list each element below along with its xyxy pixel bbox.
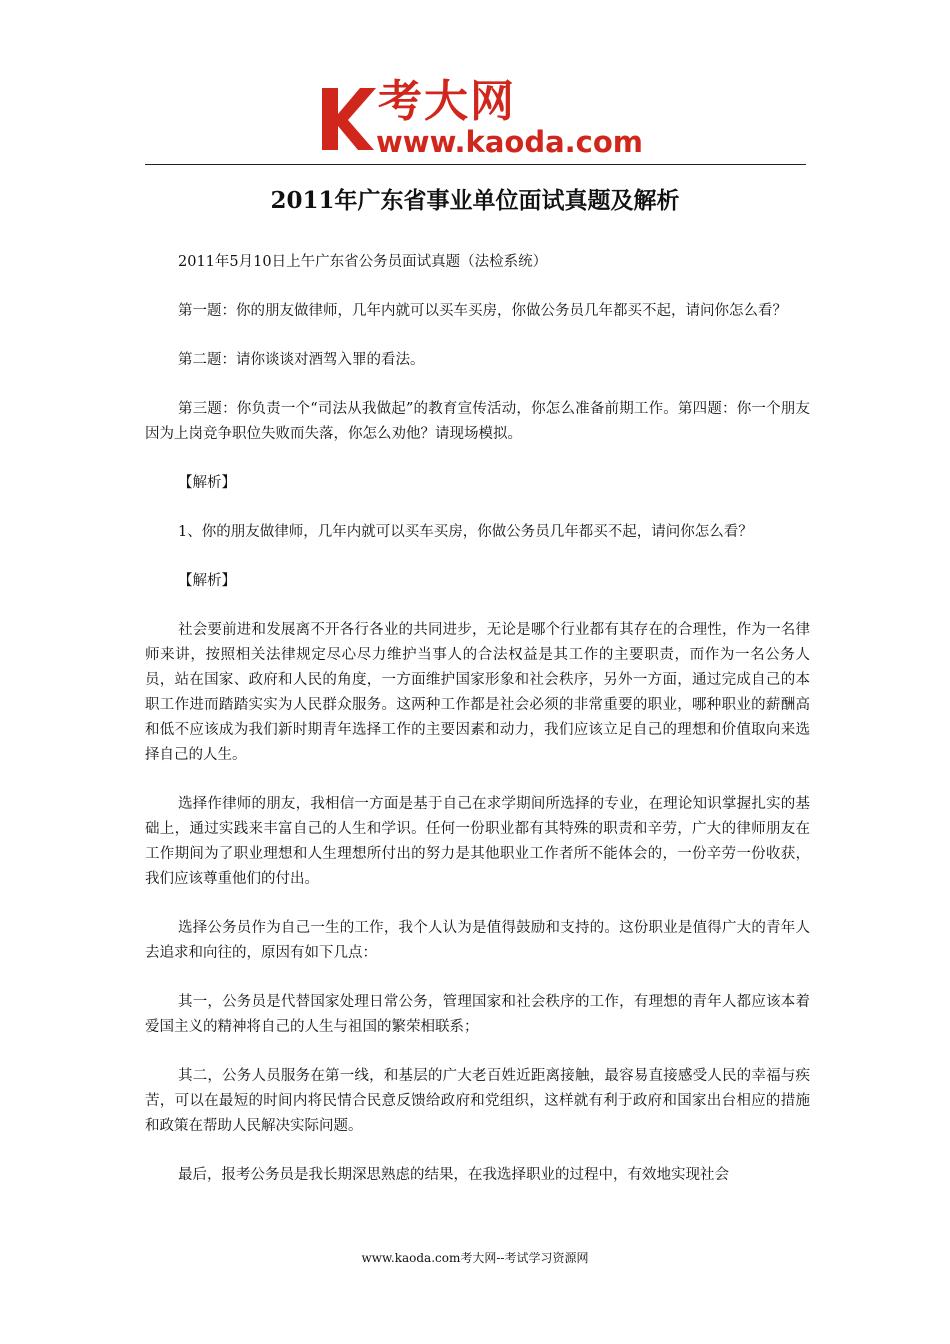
document-title: 2011年广东省事业单位面试真题及解析 [270, 187, 680, 214]
paragraph: 其二，公务人员服务在第一线，和基层的广大老百姓近距离接触，最容易直接感受人民的幸福与疾苦，可以在最短的时间内将民情合民意反馈给政府和党组织，这样就有利于政府和国家出台相应的措施和政策在帮助人民解决实际问题。 [145, 1068, 810, 1134]
paragraph: 第二题：请你谈谈对酒驾入罪的看法。 [178, 352, 425, 368]
paragraph: 2011年5月10日上午广东省公务员面试真题（法检系统） [178, 254, 548, 270]
paragraph: 选择作律师的朋友，我相信一方面是基于自己在求学期间所选择的专业，在理论知识掌握扎实的基础上，通过实践来丰富自己的人生和学识。任何一份职业都有其特殊的职责和辛劳，广大的律师朋友在工作期间为了职业理想和人生理想所付出的努力是其他职业工作者所不能体会的，一份辛劳一份收获，我们应该尊重他们的付出。 [145, 796, 810, 887]
paragraph: 最后，报考公务员是我长期深思熟虑的结果，在我选择职业的过程中，有效地实现社会 [178, 1167, 729, 1183]
paragraph: 1、你的朋友做律师，几年内就可以买车买房，你做公务员几年都买不起，请问你怎么看？ [178, 524, 753, 540]
document-body [145, 250, 810, 1212]
logo-url: www.kaoda.com [376, 125, 643, 159]
paragraph: 其一，公务员是代替国家处理日常公务，管理国家和社会秩序的工作，有理想的青年人都应该本着爱国主义的精神将自己的人生与祖国的繁荣相联系； [145, 994, 810, 1035]
paragraph: 社会要前进和发展离不开各行各业的共同进步，无论是哪个行业都有其存在的合理性，作为一名律师来讲，按照相关法律规定尽心尽力维护当事人的合法权益是其工作的主要职责，而作为一名公务人员，站在国家、政府和人民的角度，一方面维护国家形象和社会秩序，另外一方面，通过完成自己的本职工作进而踏踏实实为人民群众服务。这两种工作都是社会必须的非常重要的职业，哪种职业的薪酬高和低不应该成为我们新时期青年选择工作的主要因素和动力，我们应该立足自己的理想和价值取向来选择自己的人生。 [145, 622, 810, 763]
paragraph: 选择公务员作为自己一生的工作，我个人认为是值得鼓励和支持的。这份职业是值得广大的青年人去追求和向往的，原因有如下几点： [145, 920, 810, 961]
analysis-heading: 【解析】 [178, 573, 236, 589]
header-divider [145, 164, 806, 165]
kaoda-logo [318, 78, 648, 160]
k-letter-logo-icon [318, 84, 378, 154]
logo-brand-cn: 考大网 [378, 76, 516, 127]
paragraph: 第一题：你的朋友做律师，几年内就可以买车买房，你做公务员几年都买不起，请问你怎么看？ [178, 303, 787, 319]
page-footer: www.kaoda.com考大网--考试学习资源网 [361, 1251, 589, 1265]
analysis-heading: 【解析】 [178, 475, 236, 491]
paragraph: 第三题：你负责一个“司法从我做起”的教育宣传活动，你怎么准备前期工作。第四题：你一个朋友因为上岗竞争职位失败而失落，你怎么劝他？请现场模拟。 [145, 401, 810, 442]
